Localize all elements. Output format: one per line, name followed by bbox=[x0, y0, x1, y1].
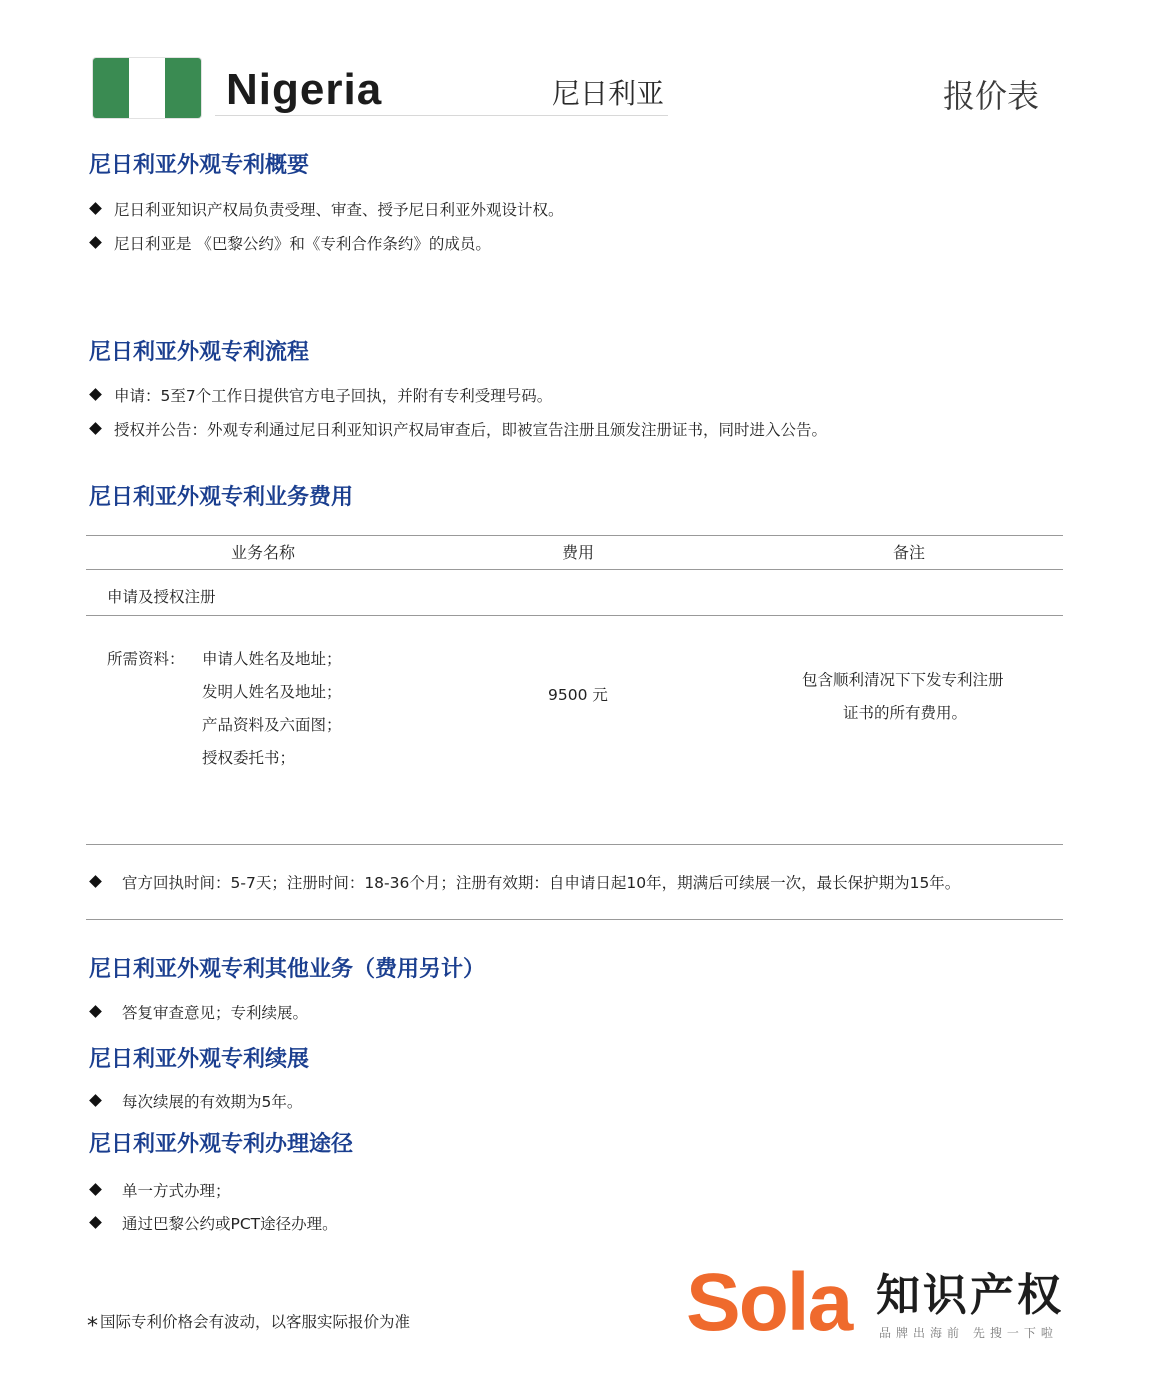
disclaimer-text: 国际专利价格会有波动，以客服实际报价为准 bbox=[100, 1313, 411, 1331]
flag-stripe-green-right bbox=[165, 58, 201, 118]
overview-bullet-2 bbox=[89, 233, 491, 255]
fees-note bbox=[89, 872, 960, 894]
bullet-text: 尼日利亚是 《巴黎公约》和《专利合作条约》的成员。 bbox=[114, 235, 491, 253]
diamond-bullet-icon bbox=[89, 875, 102, 888]
bullet-text: 答复审查意见；专利续展。 bbox=[122, 1004, 309, 1022]
flag-stripe-green-left bbox=[93, 58, 129, 118]
fee-remark-line-1: 包含顺利清况下下发专利注册 bbox=[802, 671, 1004, 689]
table-bottom-rule bbox=[86, 844, 1063, 845]
table-top-rule bbox=[86, 535, 1063, 536]
diamond-bullet-icon bbox=[89, 202, 102, 215]
renewal-bullet-1 bbox=[89, 1091, 302, 1113]
process-bullet-1 bbox=[89, 385, 552, 407]
nigeria-flag bbox=[93, 58, 201, 118]
table-header-fee: 费用 bbox=[562, 543, 595, 562]
asterisk-icon: * bbox=[87, 1314, 98, 1339]
overview-bullet-1 bbox=[89, 199, 564, 221]
materials-label: 所需资料： bbox=[107, 650, 185, 668]
price-disclaimer bbox=[87, 1308, 411, 1339]
section-title-fees: 尼日利亚外观专利业务费用 bbox=[89, 485, 354, 510]
sola-logo bbox=[686, 1257, 1076, 1352]
bullet-text: 官方回执时间：5-7天；注册时间：18-36个月；注册有效期：自申请日起10年，期满后可续展一次，最长保护期为15年。 bbox=[122, 874, 961, 892]
flag-stripe-white bbox=[129, 58, 165, 118]
fee-amount: 9500 元 bbox=[548, 686, 608, 704]
section-title-routes: 尼日利亚外观专利办理途径 bbox=[89, 1132, 354, 1157]
section-title-overview: 尼日利亚外观专利概要 bbox=[89, 153, 310, 178]
process-bullet-2 bbox=[89, 419, 827, 441]
diamond-bullet-icon bbox=[89, 1005, 102, 1018]
table-header-remark: 备注 bbox=[893, 543, 926, 562]
material-item: 申请人姓名及地址； bbox=[202, 650, 342, 668]
other-bullet-1 bbox=[89, 1002, 308, 1024]
diamond-bullet-icon bbox=[89, 236, 102, 249]
section-title-other: 尼日利亚外观专利其他业务（费用另计） bbox=[89, 957, 486, 982]
section-title-process: 尼日利亚外观专利流程 bbox=[89, 340, 310, 365]
routes-bullet-2 bbox=[89, 1213, 338, 1235]
bullet-text: 每次续展的有效期为5年。 bbox=[122, 1093, 303, 1111]
bullet-text: 授权并公告：外观专利通过尼日利亚知识产权局审查后，即被宣告注册且颁发注册证书，同时进入公告。 bbox=[114, 421, 828, 439]
note-bottom-rule bbox=[86, 919, 1063, 920]
material-item: 发明人姓名及地址； bbox=[202, 683, 342, 701]
fee-remark-line-2: 证书的所有费用。 bbox=[843, 704, 968, 722]
diamond-bullet-icon bbox=[89, 1094, 102, 1107]
brand-name-cn: 知识产权 bbox=[876, 1270, 1064, 1321]
bullet-text: 单一方式办理； bbox=[122, 1182, 231, 1200]
country-name-en: Nigeria bbox=[226, 65, 383, 114]
document-title: 报价表 bbox=[943, 77, 1040, 115]
header-divider bbox=[215, 115, 668, 116]
brand-name-en: Sola bbox=[686, 1257, 852, 1348]
brand-slogan: 品牌出海前 先搜一下啦 bbox=[879, 1326, 1058, 1340]
table-category: 申请及授权注册 bbox=[107, 588, 216, 606]
table-header-service: 业务名称 bbox=[231, 543, 296, 562]
section-title-renewal: 尼日利亚外观专利续展 bbox=[89, 1047, 310, 1072]
diamond-bullet-icon bbox=[89, 388, 102, 401]
bullet-text: 通过巴黎公约或PCT途径办理。 bbox=[122, 1215, 338, 1233]
material-item: 授权委托书； bbox=[202, 749, 296, 767]
bullet-text: 申请：5至7个工作日提供官方电子回执，并附有专利受理号码。 bbox=[114, 387, 553, 405]
bullet-text: 尼日利亚知识产权局负责受理、审查、授予尼日利亚外观设计权。 bbox=[114, 201, 564, 219]
diamond-bullet-icon bbox=[89, 1183, 102, 1196]
material-item: 产品资料及六面图； bbox=[202, 716, 342, 734]
diamond-bullet-icon bbox=[89, 1216, 102, 1229]
table-category-rule bbox=[86, 615, 1063, 616]
country-name-cn: 尼日利亚 bbox=[552, 77, 665, 110]
table-header-rule bbox=[86, 569, 1063, 570]
routes-bullet-1 bbox=[89, 1180, 231, 1202]
diamond-bullet-icon bbox=[89, 422, 102, 435]
